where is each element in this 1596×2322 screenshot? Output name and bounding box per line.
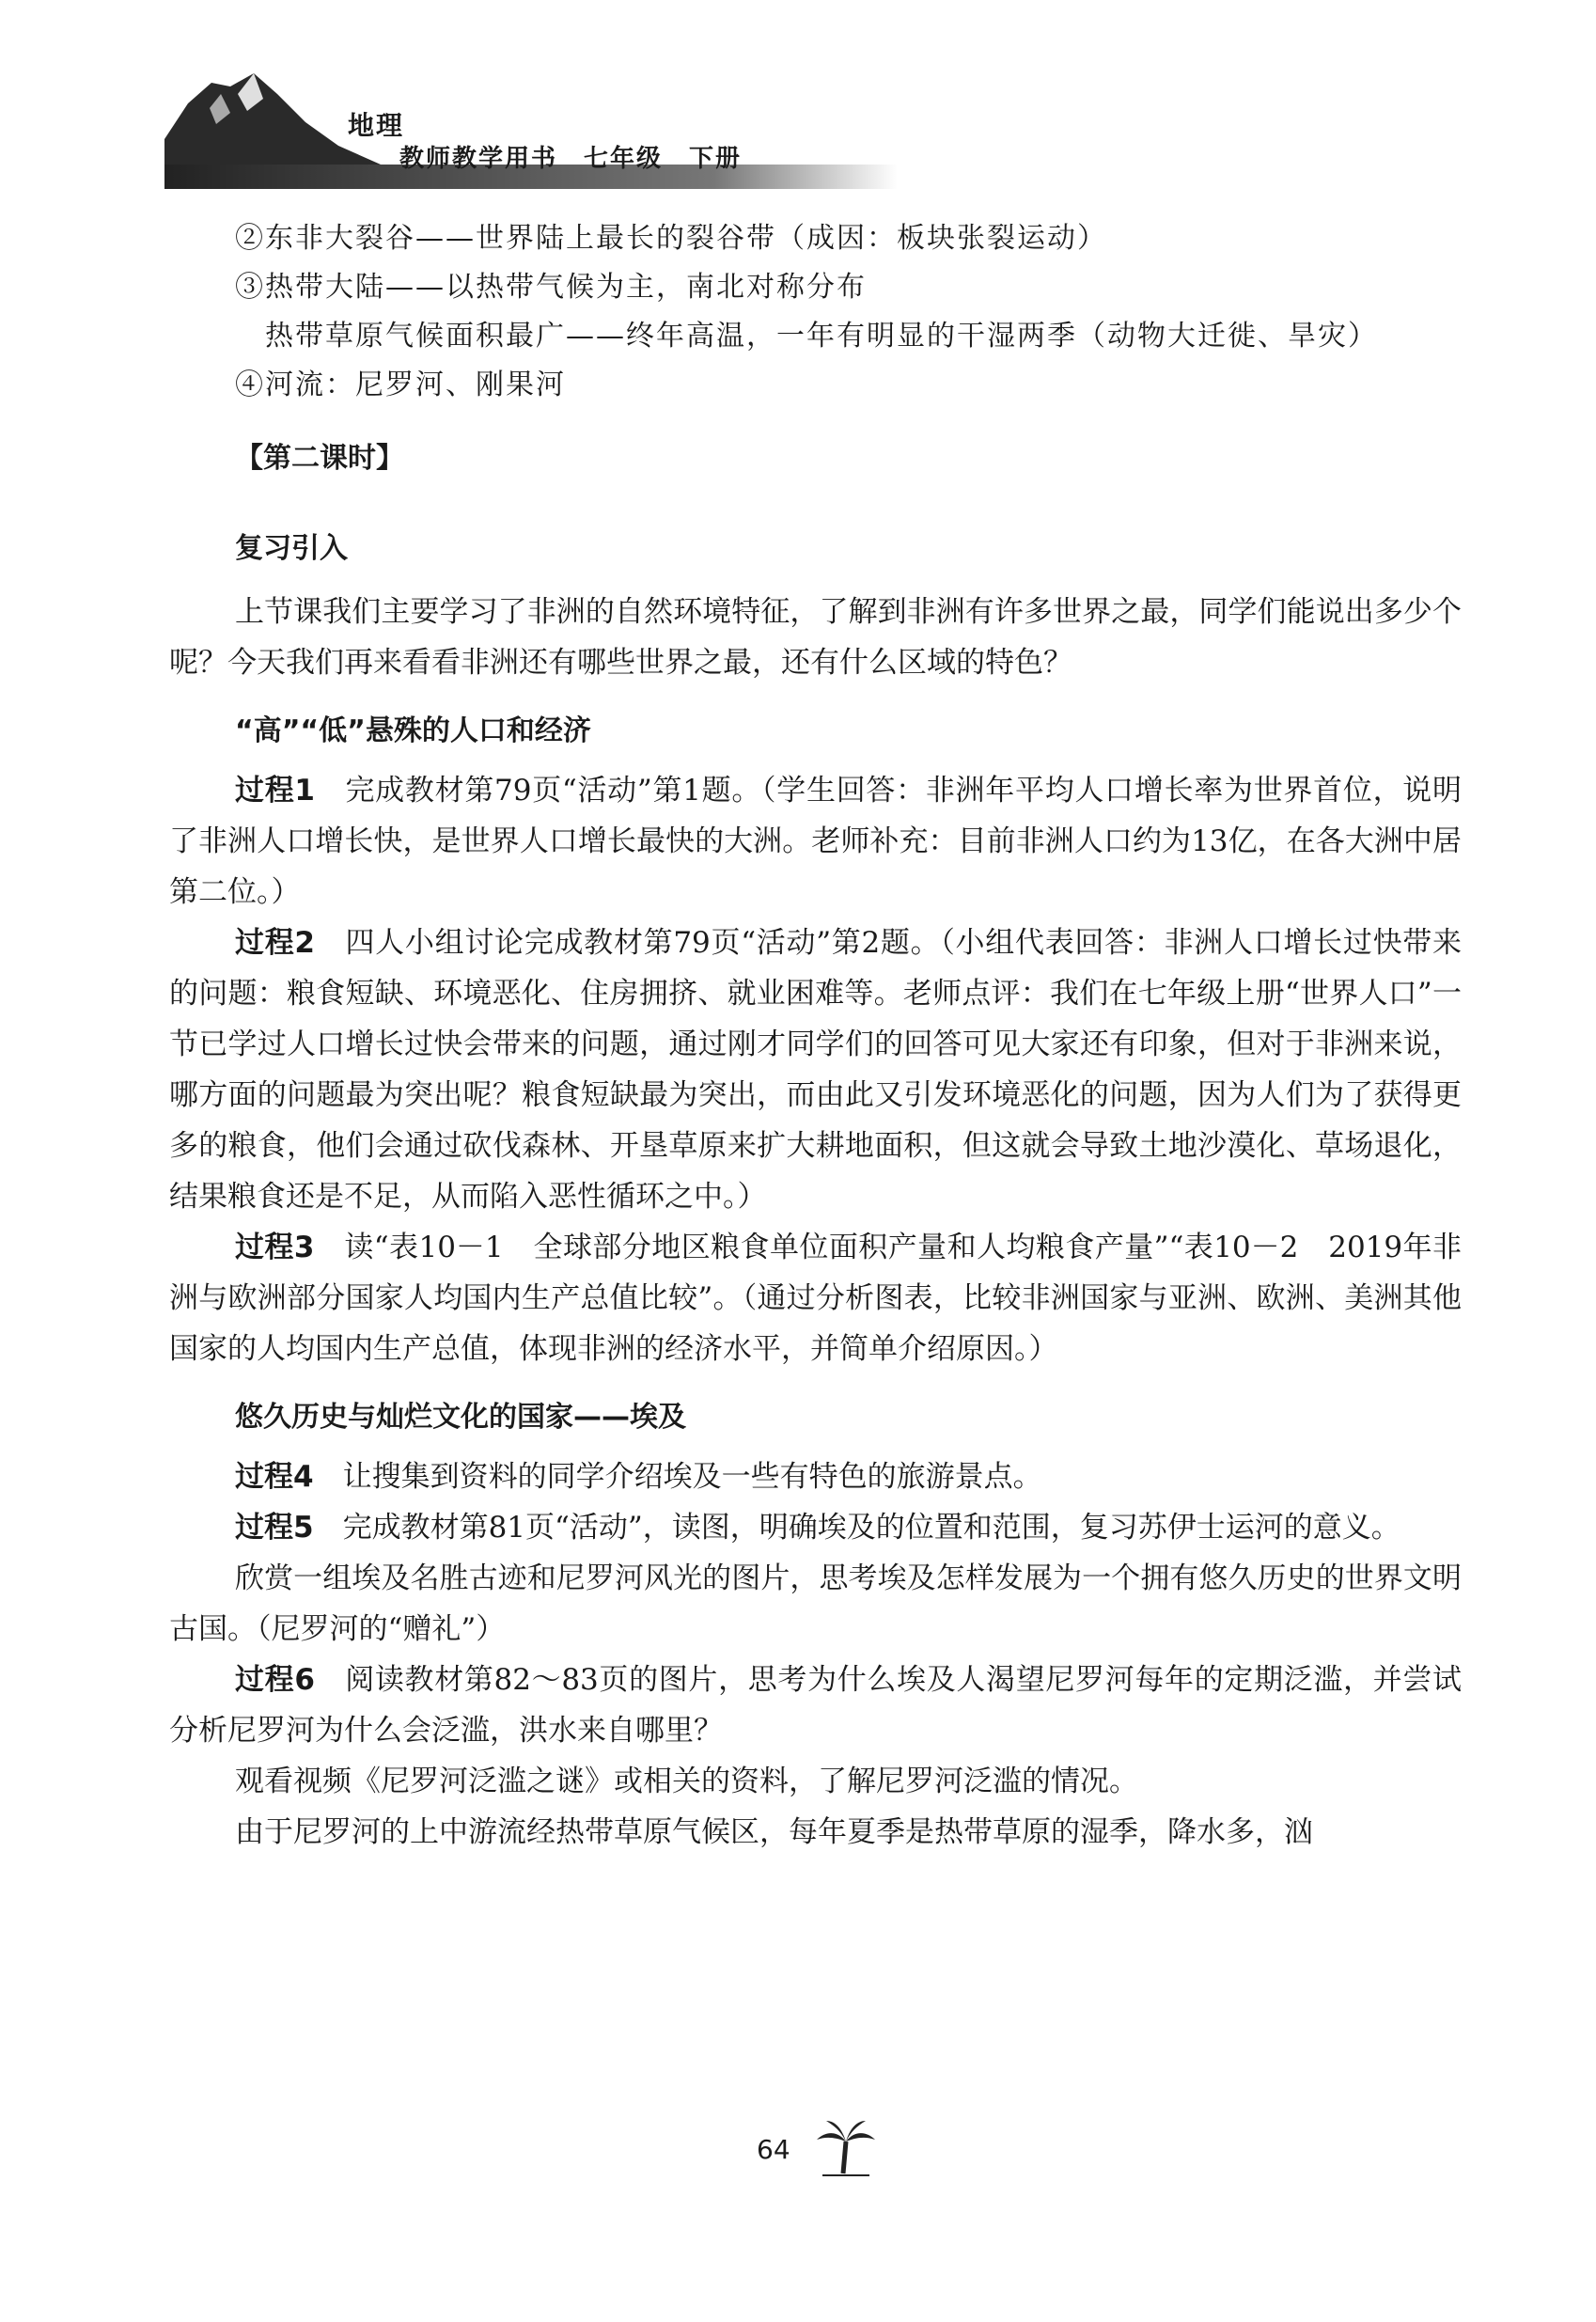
part2-heading: 悠久历史与灿烂文化的国家——埃及 — [235, 1401, 686, 1434]
step-label: 过程2 — [235, 926, 316, 960]
palm-tree-icon — [813, 2115, 879, 2181]
step-paragraph — [169, 918, 1462, 1222]
body-paragraph: 欣赏一组埃及名胜古迹和尼罗河风光的图片，思考埃及怎样发展为一个拥有悠久历史的世界文明古国。（尼罗河的“赠礼”） — [169, 1561, 1462, 1646]
page-number: 64 — [757, 2134, 790, 2165]
step-paragraph — [169, 765, 1462, 918]
book-title: 教师教学用书 七年级 下册 — [399, 145, 743, 173]
page-header — [164, 66, 898, 197]
step-label: 过程1 — [235, 774, 316, 808]
step-paragraph — [169, 1451, 1462, 1502]
outline-item: ④河流：尼罗河、刚果河 — [235, 369, 566, 401]
subject-title: 地理 — [348, 110, 405, 141]
part1-heading: “高”“低”悬殊的人口和经济 — [235, 714, 591, 747]
step-text: 阅读教材第82～83页的图片，思考为什么埃及人渴望尼罗河每年的定期泛滥，并尝试分析尼罗河为什么会泛滥，洪水来自哪里？ — [169, 1663, 1463, 1748]
review-heading: 复习引入 — [235, 532, 348, 565]
step-label: 过程5 — [235, 1511, 314, 1545]
outline-item: ③热带大陆——以热带气候为主，南北对称分布 — [235, 271, 867, 304]
step-label: 过程3 — [235, 1231, 315, 1264]
mountain-logo-icon — [164, 66, 898, 197]
outline-item: 热带草原气候面积最广——终年高温，一年有明显的干湿两季（动物大迁徙、旱灾） — [265, 320, 1378, 353]
page-content — [169, 214, 1462, 1858]
review-paragraph: 上节课我们主要学习了非洲的自然环境特征，了解到非洲有许多世界之最，同学们能说出多少个呢？今天我们再来看看非洲还有哪些世界之最，还有什么区域的特色？ — [169, 595, 1462, 680]
step-text: 四人小组讨论完成教材第79页“活动”第2题。（小组代表回答：非洲人口增长过快带来的问题：粮食短缺、环境恶化、住房拥挤、就业困难等。老师点评：我们在七年级上册“世界人口”一节已学过人口增长过快会带来的问题，通过刚才同学们的回答可见大家还有印象，但对于非洲来说，哪方面的问题最为突出呢？粮食短缺最为突出，而由此又引发环境恶化的问题，因为人们为了获得更多的粮食，他们会通过砍伐森林、开垦草原来扩大耕地面积，但这就会导致土地沙漠化、草场退化，结果粮食还是不足，从而陷入恶性循环之中。） — [169, 926, 1463, 1214]
step-label: 过程4 — [235, 1460, 314, 1494]
section-title: 【第二课时】 — [235, 442, 404, 475]
step-text: 完成教材第79页“活动”第1题。（学生回答：非洲年平均人口增长率为世界首位，说明了非洲人口增长快，是世界人口增长最快的大洲。老师补充：目前非洲人口约为13亿，在各大洲中居第二位。） — [169, 774, 1463, 909]
outline-item: ②东非大裂谷——世界陆上最长的裂谷带（成因：板块张裂运动） — [235, 222, 1107, 255]
step-paragraph — [169, 1502, 1462, 1553]
step-paragraph — [169, 1222, 1462, 1374]
step-text: 让搜集到资料的同学介绍埃及一些有特色的旅游景点。 — [342, 1460, 1042, 1494]
step-paragraph — [169, 1655, 1462, 1756]
step-text: 读“表10－1 全球部分地区粮食单位面积产量和人均粮食产量”“表10－2 2019年非洲与欧洲部分国家人均国内生产总值比较”。（通过分析图表，比较非洲国家与亚洲、欧洲、美洲其他国家的人均国内生产总值，体现非洲的经济水平，并简单介绍原因。） — [169, 1231, 1463, 1366]
outline-list — [169, 214, 1462, 410]
step-label: 过程6 — [235, 1663, 315, 1697]
body-paragraph: 观看视频《尼罗河泛滥之谜》或相关的资料，了解尼罗河泛滥的情况。 — [235, 1765, 1138, 1798]
body-paragraph: 由于尼罗河的上中游流经热带草原气候区，每年夏季是热带草原的湿季，降水多，汹 — [235, 1815, 1313, 1849]
step-text: 完成教材第81页“活动”，读图，明确埃及的位置和范围，复习苏伊士运河的意义。 — [342, 1511, 1400, 1545]
